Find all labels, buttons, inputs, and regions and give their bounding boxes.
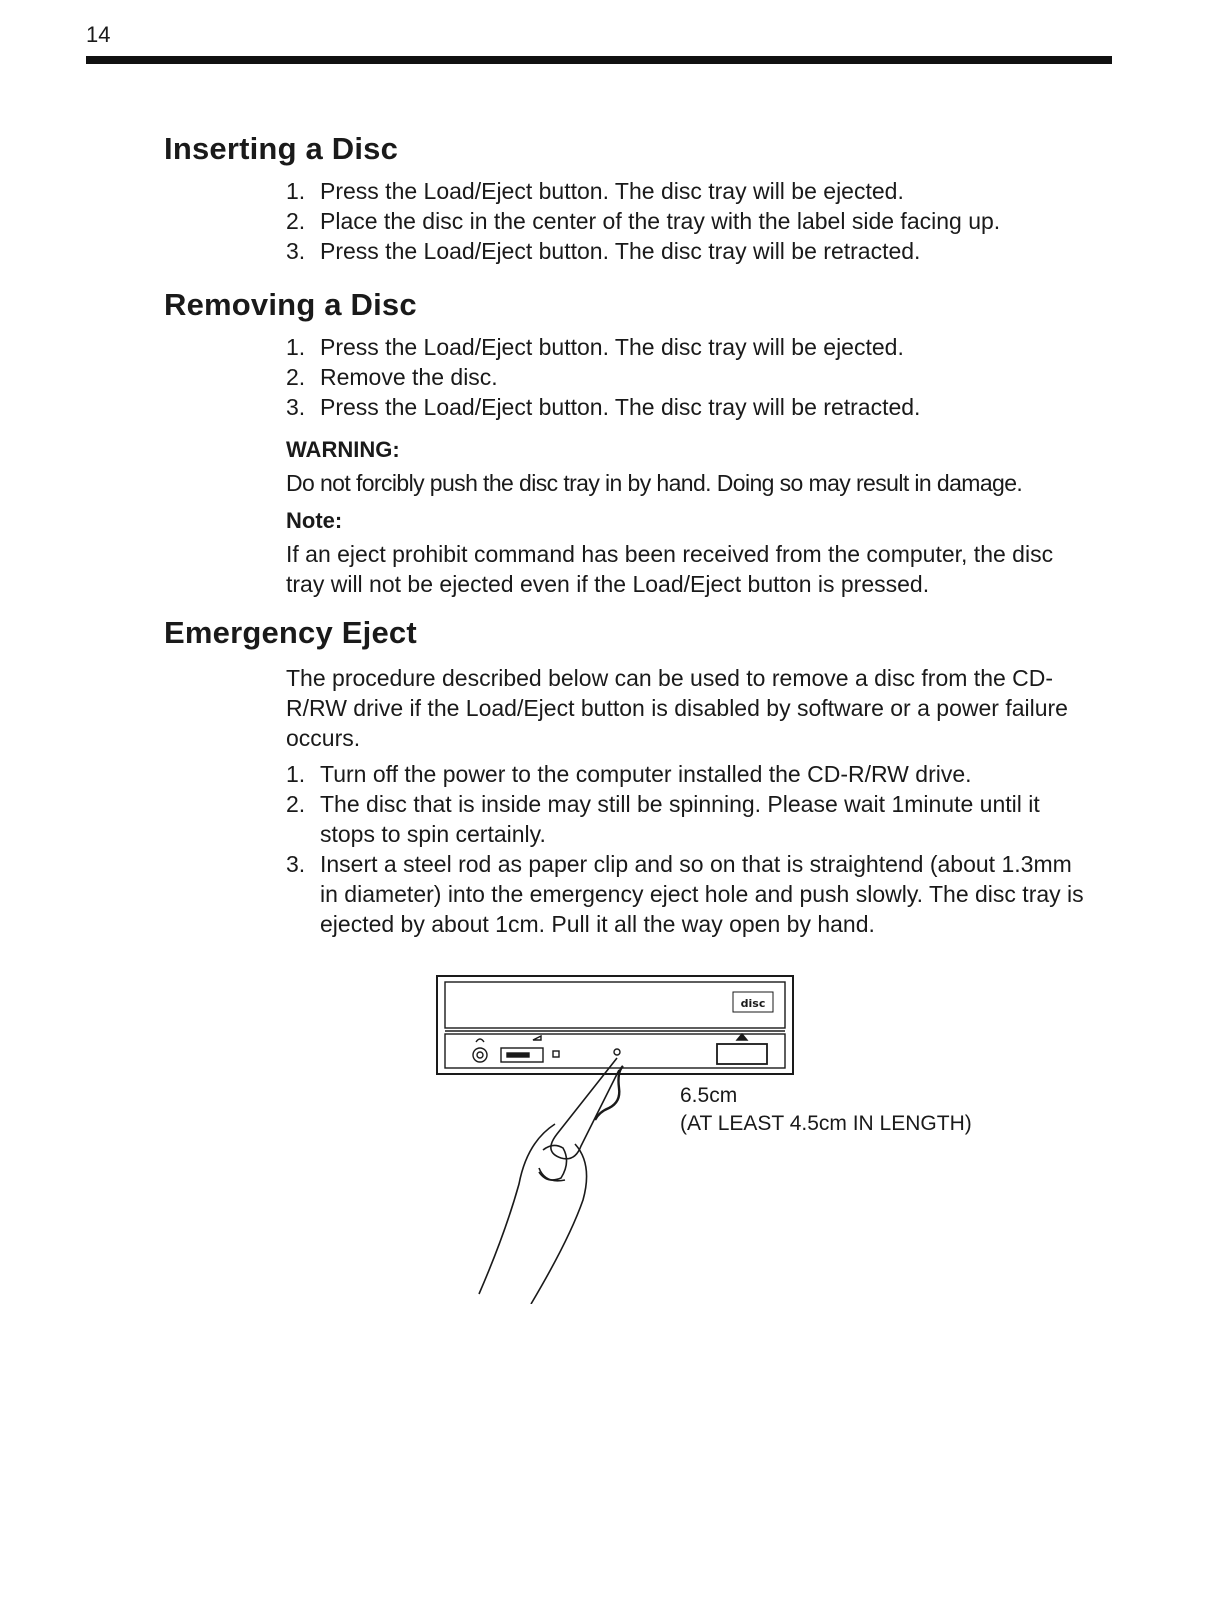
- step-number: 2.: [286, 208, 306, 234]
- note-text: If an eject prohibit command has been received from the computer, the disc tray will not be ejected even if the Load/Eject button is pressed.: [286, 541, 1054, 597]
- emergency-intro: The procedure described below can be used to remove a disc from the CD-R/RW drive if the Load/Eject button is disabled by software or a power failure occurs.: [286, 665, 1068, 751]
- busy-indicator: [553, 1051, 559, 1057]
- step-number: 3.: [286, 238, 306, 264]
- warning-label: WARNING:: [286, 437, 400, 462]
- step-text: The disc that is inside may still be spinning. Please wait 1minute until it stops to spin certainly.: [320, 791, 1040, 847]
- step-text: Press the Load/Eject button. The disc tray will be retracted.: [320, 238, 921, 264]
- list-item: [286, 332, 1116, 362]
- list-item: [286, 176, 1116, 206]
- list-item: [286, 759, 1116, 789]
- step-text: Turn off the power to the computer installed the CD-R/RW drive.: [320, 761, 972, 787]
- emergency-eject-hole: [614, 1049, 620, 1055]
- emergency-eject-illustration: [435, 974, 835, 1304]
- step-number: 1.: [286, 761, 306, 787]
- step-number: 1.: [286, 334, 306, 360]
- step-text: Remove the disc.: [320, 364, 498, 390]
- caption-min-length: (AT LEAST 4.5cm IN LENGTH): [680, 1112, 972, 1135]
- list-item: [286, 206, 1116, 236]
- step-number: 2.: [286, 791, 306, 817]
- control-strip: [445, 1034, 785, 1068]
- emergency-steps-list: [286, 759, 1116, 939]
- header-rule: [86, 56, 1112, 64]
- eject-icon: [737, 1034, 747, 1040]
- list-item: [286, 789, 1116, 849]
- step-text: Press the Load/Eject button. The disc tray will be retracted.: [320, 394, 921, 420]
- step-text: Place the disc in the center of the tray with the label side facing up.: [320, 208, 1001, 234]
- warning-text: Do not forcibly push the disc tray in by hand. Doing so may result in damage.: [286, 470, 1023, 496]
- removing-steps-list: [286, 332, 1116, 422]
- load-eject-button: [717, 1044, 767, 1064]
- step-number: 3.: [286, 851, 306, 877]
- list-item: [286, 236, 1116, 266]
- note-label: Note:: [286, 508, 343, 533]
- volume-icon: [533, 1036, 541, 1040]
- disc-logo-text: disc: [740, 997, 766, 1010]
- list-item: [286, 392, 1116, 422]
- step-number: 2.: [286, 364, 306, 390]
- headphone-jack-icon: [473, 1048, 487, 1062]
- heading-emergency-eject: Emergency Eject: [164, 615, 417, 650]
- step-text: Press the Load/Eject button. The disc tray will be ejected.: [320, 178, 904, 204]
- caption-length: 6.5cm: [680, 1084, 738, 1107]
- step-number: 3.: [286, 394, 306, 420]
- page-number: 14: [86, 22, 111, 47]
- disc-tray-panel: [445, 982, 785, 1028]
- heading-inserting-a-disc: Inserting a Disc: [164, 131, 399, 166]
- headphone-icon: [476, 1039, 484, 1042]
- inserting-steps-list: [286, 176, 1116, 266]
- list-item: [286, 362, 1116, 392]
- step-text: Press the Load/Eject button. The disc tray will be ejected.: [320, 334, 904, 360]
- heading-removing-a-disc: Removing a Disc: [164, 287, 417, 322]
- list-item: [286, 849, 1116, 939]
- step-text: Insert a steel rod as paper clip and so on that is straightend (about 1.3mm in diameter) into the emergency eject hole and push slowly. The disc tray is ejected by about 1cm. Pull it all the way open by hand.: [320, 851, 1084, 937]
- step-number: 1.: [286, 178, 306, 204]
